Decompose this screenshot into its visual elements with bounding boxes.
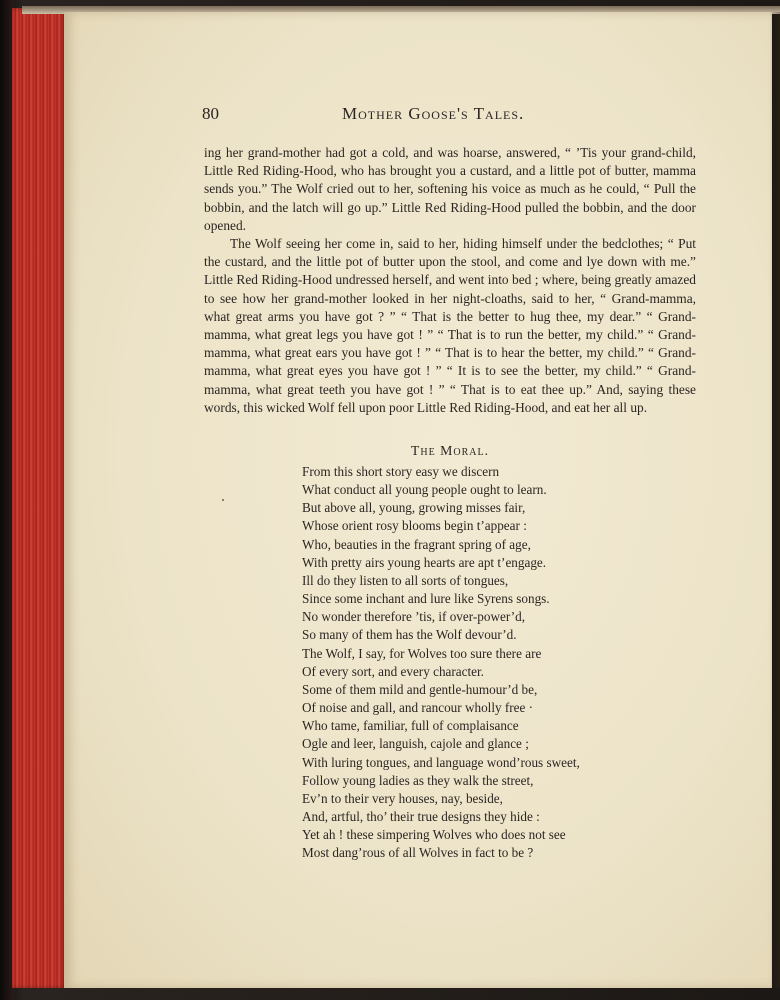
poem-line: Of noise and gall, and rancour wholly free · <box>302 700 534 716</box>
moral-poem <box>302 463 682 862</box>
poem-line: With pretty airs young hearts are apt t’engage. <box>302 554 547 570</box>
paragraph: The Wolf seeing her come in, said to her, hiding himself under the bedclothes; “ Put the custard, and the little pot of butter upon the stool, and come and lye down with me.” Little Red Riding-Hood undressed herself, and went into bed ; where, being greatly amazed to see how her grand-mother looked in her night-cloaths, said to her, “ Grand-mamma, what great arms you have got ? ” “ That is the better to hug thee, my dear.” “ Grand-mamma, what great legs you have got ! ” “ That is to run the better, my child.” “ Grand-mamma, what great ears you have got ! ” “ That is to hear the better, my child.” “ Grand-mamma, what great eyes you have got ! ” “ It is to see the better, my child.” “ Grand-mamma, what great teeth you have got ! ” “ That is to eat thee up.” And, saying these words, this wicked Wolf fell upon poor Little Red Riding-Hood, and eat her all up. <box>204 236 696 415</box>
poem-line: Since some inchant and lure like Syrens songs. <box>302 591 550 607</box>
poem-line: With luring tongues, and language wond’rous sweet, <box>302 754 580 770</box>
poem-line: But above all, young, growing misses fair, <box>302 500 526 516</box>
poem-line: Some of them mild and gentle-humour’d be, <box>302 681 538 697</box>
poem-line: From this short story easy we discern <box>302 464 500 479</box>
poem-line: Most dang’rous of all Wolves in fact to be ? <box>302 845 534 861</box>
paragraph: ing her grand-mother had got a cold, and was hoarse, answered, “ ’Tis your grand-child, Little Red Riding-Hood, who has brought you a custard, and a little pot of butter, mamma sends you.” The Wolf cried out to her, softening his voice as much as he could, “ Pull the bobbin, and the latch will go up.” Little Red Riding-Hood pulled the bobbin, and the door opened. <box>204 145 696 233</box>
paper-speck <box>222 499 224 501</box>
poem-line: Follow young ladies as they walk the street, <box>302 772 534 788</box>
poem-line: And, artful, tho’ their true designs they hide : <box>302 808 540 824</box>
poem-line: So many of them has the Wolf devour’d. <box>302 627 517 643</box>
poem-line: Whose orient rosy blooms begin t’appear : <box>302 518 527 534</box>
poem-line: Yet ah ! these simpering Wolves who does not see <box>302 827 566 843</box>
poem-line: Who tame, familiar, full of complaisance <box>302 718 519 734</box>
poem-line: Ogle and leer, languish, cajole and glance ; <box>302 736 529 752</box>
red-page-edges <box>12 8 66 988</box>
poem-line: Ev’n to their very houses, nay, beside, <box>302 790 503 806</box>
page-header <box>202 104 696 128</box>
poem-line: Of every sort, and every character. <box>302 663 484 679</box>
poem-line: No wonder therefore ’tis, if over-power’d, <box>302 609 525 625</box>
page-number: 80 <box>202 104 219 123</box>
story-text <box>204 144 696 417</box>
moral-heading: The Moral. <box>410 443 490 458</box>
poem-line: Ill do they listen to all sorts of tongues, <box>302 572 509 588</box>
page-right-shadow <box>770 12 780 988</box>
poem-line: Who, beauties in the fragrant spring of age, <box>302 536 531 552</box>
poem-line: The Wolf, I say, for Wolves too sure there are <box>302 645 542 661</box>
poem-line: What conduct all young people ought to learn. <box>302 482 547 498</box>
running-title: Mother Goose's Tales. <box>342 104 525 123</box>
